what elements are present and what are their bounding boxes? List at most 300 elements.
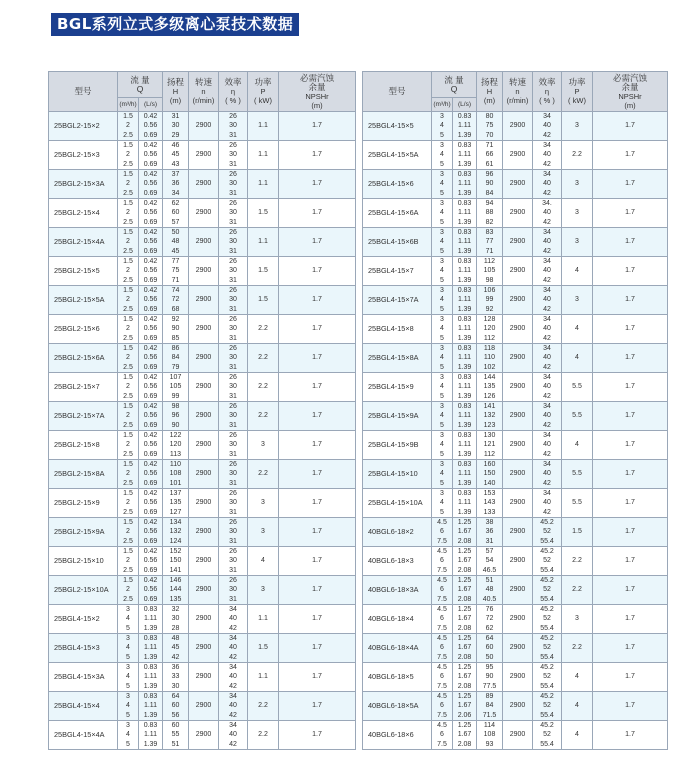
cell-q: 3 4 5 — [432, 460, 453, 489]
cell-h: 48 45 42 — [163, 634, 189, 663]
cell-q: 1.5 2 2.5 — [118, 199, 139, 228]
table-row — [363, 286, 668, 315]
cell-npsh: 1.7 — [279, 199, 356, 228]
cell-n: 2900 — [189, 228, 219, 257]
cell-n: 2900 — [503, 141, 533, 170]
cell-l: 0.83 1.11 1.39 — [453, 344, 477, 373]
cell-l: 0.83 1.11 1.39 — [453, 315, 477, 344]
cell-h: 36 33 30 — [163, 663, 189, 692]
page-title: BGL系列立式多级离心泵技术数据 — [51, 13, 299, 36]
table-row — [363, 605, 668, 634]
cell-h: 141 132 123 — [477, 402, 503, 431]
cell-l: 0.42 0.56 0.69 — [139, 199, 163, 228]
col-eff-header: 效率 η ( % ) — [533, 72, 562, 112]
cell-q: 1.5 2 2.5 — [118, 547, 139, 576]
cell-p: 1.5 — [248, 257, 279, 286]
cell-p: 3 — [562, 112, 593, 141]
cell-q: 3 4 5 — [432, 402, 453, 431]
table-row — [49, 431, 356, 460]
cell-model: 25BGL4-15×5 — [363, 112, 432, 141]
cell-q: 3 4 5 — [118, 605, 139, 634]
cell-l: 0.42 0.56 0.69 — [139, 257, 163, 286]
cell-h: 95 90 77.5 — [477, 663, 503, 692]
cell-npsh: 1.7 — [279, 721, 356, 750]
cell-model: 25BGL4-15×6 — [363, 170, 432, 199]
flow-unit-m3h: (m³/h) — [118, 98, 139, 112]
cell-h: 32 30 28 — [163, 605, 189, 634]
cell-h: 38 36 31 — [477, 518, 503, 547]
table-row — [49, 576, 356, 605]
cell-npsh: 1.7 — [279, 170, 356, 199]
cell-n: 2900 — [189, 344, 219, 373]
cell-p: 5.5 — [562, 460, 593, 489]
cell-npsh: 1.7 — [593, 634, 668, 663]
cell-q: 3 4 5 — [432, 199, 453, 228]
cell-model: 25BGL4-15×10 — [363, 460, 432, 489]
table-row — [363, 170, 668, 199]
cell-p: 2.2 — [562, 141, 593, 170]
cell-p: 2.2 — [248, 692, 279, 721]
table-row — [363, 228, 668, 257]
cell-model: 25BGL2-15×7 — [49, 373, 118, 402]
cell-eta: 34 40 42 — [533, 402, 562, 431]
cell-q: 4.5 6 7.5 — [432, 634, 453, 663]
cell-n: 2900 — [189, 576, 219, 605]
col-model-header: 型号 — [363, 72, 432, 112]
cell-eta: 45.2 52 55.4 — [533, 721, 562, 750]
cell-p: 4 — [562, 257, 593, 286]
cell-n: 2900 — [503, 576, 533, 605]
cell-h: 92 90 85 — [163, 315, 189, 344]
cell-l: 1.25 1.67 2.08 — [453, 663, 477, 692]
cell-npsh: 1.7 — [593, 663, 668, 692]
cell-h: 144 135 126 — [477, 373, 503, 402]
cell-h: 50 48 45 — [163, 228, 189, 257]
cell-l: 0.42 0.56 0.69 — [139, 489, 163, 518]
cell-p: 4 — [562, 431, 593, 460]
cell-p: 1.5 — [248, 634, 279, 663]
cell-npsh: 1.7 — [279, 605, 356, 634]
cell-h: 96 90 84 — [477, 170, 503, 199]
table-row — [49, 402, 356, 431]
cell-l: 0.83 1.11 1.39 — [453, 373, 477, 402]
cell-model: 25BGL2-15×10A — [49, 576, 118, 605]
cell-npsh: 1.7 — [593, 518, 668, 547]
cell-model: 25BGL4-15×5A — [363, 141, 432, 170]
cell-q: 3 4 5 — [432, 373, 453, 402]
cell-h: 80 75 70 — [477, 112, 503, 141]
cell-h: 77 75 71 — [163, 257, 189, 286]
cell-n: 2900 — [189, 112, 219, 141]
cell-npsh: 1.7 — [279, 141, 356, 170]
cell-npsh: 1.7 — [279, 634, 356, 663]
cell-l: 0.42 0.56 0.69 — [139, 518, 163, 547]
cell-q: 4.5 6 7.5 — [432, 721, 453, 750]
col-speed-header: 转速 n (r/min) — [189, 72, 219, 112]
cell-h: 137 135 127 — [163, 489, 189, 518]
cell-n: 2900 — [189, 199, 219, 228]
cell-eta: 34 40 42 — [219, 605, 248, 634]
cell-h: 107 105 99 — [163, 373, 189, 402]
cell-q: 3 4 5 — [432, 344, 453, 373]
cell-h: 146 144 135 — [163, 576, 189, 605]
cell-p: 4 — [562, 344, 593, 373]
cell-npsh: 1.7 — [279, 228, 356, 257]
table-row — [363, 460, 668, 489]
cell-n: 2900 — [503, 460, 533, 489]
cell-n: 2900 — [189, 721, 219, 750]
cell-npsh: 1.7 — [593, 373, 668, 402]
cell-h: 122 120 113 — [163, 431, 189, 460]
cell-eta: 26 30 31 — [219, 170, 248, 199]
cell-n: 2900 — [503, 634, 533, 663]
table-row — [49, 605, 356, 634]
cell-n: 2900 — [503, 605, 533, 634]
cell-model: 40BGL6-18×4 — [363, 605, 432, 634]
cell-n: 2900 — [503, 547, 533, 576]
cell-eta: 26 30 31 — [219, 489, 248, 518]
cell-l: 0.83 1.11 1.39 — [453, 170, 477, 199]
cell-model: 25BGL2-15×8 — [49, 431, 118, 460]
cell-eta: 34 40 42 — [219, 692, 248, 721]
cell-npsh: 1.7 — [279, 576, 356, 605]
cell-n: 2900 — [189, 141, 219, 170]
cell-h: 74 72 68 — [163, 286, 189, 315]
cell-h: 114 108 93 — [477, 721, 503, 750]
col-npsh-header: 必需汽蚀 余量 NPSHr (m) — [279, 72, 356, 112]
cell-l: 0.42 0.56 0.69 — [139, 431, 163, 460]
cell-model: 40BGL6-18×6 — [363, 721, 432, 750]
cell-l: 0.42 0.56 0.69 — [139, 112, 163, 141]
cell-l: 1.25 1.67 2.08 — [453, 547, 477, 576]
cell-npsh: 1.7 — [593, 170, 668, 199]
cell-eta: 45.2 52 55.4 — [533, 518, 562, 547]
cell-q: 4.5 6 7.5 — [432, 547, 453, 576]
cell-p: 2.2 — [248, 315, 279, 344]
table-row — [363, 373, 668, 402]
cell-q: 1.5 2 2.5 — [118, 460, 139, 489]
cell-l: 0.83 1.11 1.39 — [453, 460, 477, 489]
cell-q: 4.5 6 7.5 — [432, 663, 453, 692]
cell-eta: 26 30 31 — [219, 257, 248, 286]
cell-l: 0.42 0.56 0.69 — [139, 402, 163, 431]
cell-q: 3 4 5 — [432, 431, 453, 460]
cell-p: 3 — [562, 228, 593, 257]
cell-l: 0.42 0.56 0.69 — [139, 344, 163, 373]
cell-l: 0.83 1.11 1.39 — [453, 489, 477, 518]
table-row — [363, 518, 668, 547]
cell-npsh: 1.7 — [593, 141, 668, 170]
cell-eta: 34 40 42 — [219, 634, 248, 663]
table-row — [49, 692, 356, 721]
cell-n: 2900 — [503, 373, 533, 402]
cell-eta: 26 30 31 — [219, 547, 248, 576]
table-row — [363, 141, 668, 170]
cell-l: 1.25 1.67 2.08 — [453, 605, 477, 634]
cell-l: 0.83 1.11 1.39 — [453, 257, 477, 286]
cell-eta: 45.2 52 55.4 — [533, 634, 562, 663]
cell-p: 5.5 — [562, 373, 593, 402]
cell-h: 128 120 112 — [477, 315, 503, 344]
table-row — [363, 402, 668, 431]
cell-npsh: 1.7 — [593, 286, 668, 315]
cell-model: 25BGL4-15×3A — [49, 663, 118, 692]
cell-p: 2.2 — [562, 634, 593, 663]
cell-h: 98 96 90 — [163, 402, 189, 431]
cell-npsh: 1.7 — [279, 373, 356, 402]
cell-model: 25BGL4-15×6A — [363, 199, 432, 228]
cell-l: 1.25 1.67 2.08 — [453, 576, 477, 605]
cell-h: 64 60 56 — [163, 692, 189, 721]
cell-npsh: 1.7 — [279, 112, 356, 141]
cell-model: 25BGL4-15×8A — [363, 344, 432, 373]
cell-eta: 26 30 31 — [219, 431, 248, 460]
table-row — [363, 692, 668, 721]
cell-n: 2900 — [189, 170, 219, 199]
flow-unit-ls: (L/s) — [139, 98, 163, 112]
cell-l: 0.42 0.56 0.69 — [139, 228, 163, 257]
cell-npsh: 1.7 — [593, 547, 668, 576]
cell-l: 0.83 1.11 1.39 — [453, 112, 477, 141]
cell-h: 152 150 141 — [163, 547, 189, 576]
cell-q: 3 4 5 — [432, 315, 453, 344]
cell-p: 1.1 — [248, 228, 279, 257]
cell-model: 25BGL2-15×4 — [49, 199, 118, 228]
cell-h: 62 60 57 — [163, 199, 189, 228]
cell-p: 1.1 — [248, 663, 279, 692]
cell-model: 25BGL4-15×8 — [363, 315, 432, 344]
cell-model: 40BGL6-18×5 — [363, 663, 432, 692]
cell-q: 1.5 2 2.5 — [118, 257, 139, 286]
cell-npsh: 1.7 — [279, 257, 356, 286]
table-row — [363, 344, 668, 373]
cell-eta: 34 40 42 — [219, 721, 248, 750]
col-npsh-header: 必需汽蚀 余量 NPSHr (m) — [593, 72, 668, 112]
table-row — [363, 576, 668, 605]
cell-p: 3 — [248, 489, 279, 518]
cell-h: 153 143 133 — [477, 489, 503, 518]
cell-n: 2900 — [189, 489, 219, 518]
cell-h: 76 72 62 — [477, 605, 503, 634]
cell-q: 4.5 6 7.5 — [432, 576, 453, 605]
cell-n: 2900 — [503, 518, 533, 547]
cell-q: 3 4 5 — [118, 634, 139, 663]
cell-q: 4.5 6 7.5 — [432, 605, 453, 634]
cell-h: 83 77 71 — [477, 228, 503, 257]
cell-h: 51 48 40.5 — [477, 576, 503, 605]
cell-p: 4 — [562, 315, 593, 344]
cell-npsh: 1.7 — [593, 257, 668, 286]
table-row — [49, 286, 356, 315]
cell-p: 1.5 — [248, 199, 279, 228]
cell-model: 40BGL6-18×3 — [363, 547, 432, 576]
cell-l: 0.42 0.56 0.69 — [139, 141, 163, 170]
cell-eta: 34 40 42 — [533, 489, 562, 518]
cell-model: 25BGL4-15×7 — [363, 257, 432, 286]
cell-n: 2900 — [189, 663, 219, 692]
cell-p: 2.2 — [248, 721, 279, 750]
table-row — [49, 518, 356, 547]
table-row — [49, 663, 356, 692]
cell-eta: 34 40 42 — [533, 315, 562, 344]
cell-npsh: 1.7 — [593, 460, 668, 489]
cell-p: 5.5 — [562, 402, 593, 431]
cell-p: 2.2 — [248, 460, 279, 489]
cell-eta: 26 30 31 — [219, 286, 248, 315]
table-body — [363, 112, 668, 750]
cell-p: 3 — [562, 199, 593, 228]
cell-eta: 34 40 42 — [533, 344, 562, 373]
cell-p: 1.5 — [248, 286, 279, 315]
cell-npsh: 1.7 — [279, 518, 356, 547]
cell-h: 130 121 112 — [477, 431, 503, 460]
cell-eta: 34 40 42 — [533, 431, 562, 460]
cell-h: 46 45 43 — [163, 141, 189, 170]
cell-q: 1.5 2 2.5 — [118, 344, 139, 373]
cell-n: 2900 — [189, 315, 219, 344]
cell-npsh: 1.7 — [593, 112, 668, 141]
cell-l: 0.42 0.56 0.69 — [139, 286, 163, 315]
table-row — [49, 315, 356, 344]
cell-eta: 45.2 52 55.4 — [533, 692, 562, 721]
cell-p: 1.1 — [248, 605, 279, 634]
col-head-header: 扬程 H (m) — [163, 72, 189, 112]
cell-n: 2900 — [503, 199, 533, 228]
cell-p: 2.2 — [248, 402, 279, 431]
table-row — [49, 489, 356, 518]
cell-q: 3 4 5 — [118, 721, 139, 750]
table-row — [49, 141, 356, 170]
cell-q: 3 4 5 — [118, 663, 139, 692]
col-power-header: 功率 P ( kW) — [248, 72, 279, 112]
cell-model: 25BGL2-15×7A — [49, 402, 118, 431]
cell-eta: 34 40 42 — [533, 228, 562, 257]
table-row — [49, 344, 356, 373]
col-head-header: 扬程 H (m) — [477, 72, 503, 112]
cell-n: 2900 — [503, 257, 533, 286]
cell-eta: 34 40 42 — [219, 663, 248, 692]
table-row — [49, 547, 356, 576]
cell-eta: 34 40 42 — [533, 460, 562, 489]
cell-l: 0.42 0.56 0.69 — [139, 547, 163, 576]
cell-model: 25BGL2-15×3A — [49, 170, 118, 199]
cell-model: 25BGL4-15×4 — [49, 692, 118, 721]
cell-npsh: 1.7 — [593, 605, 668, 634]
cell-h: 37 36 34 — [163, 170, 189, 199]
cell-p: 1.5 — [562, 518, 593, 547]
cell-model: 25BGL4-15×9B — [363, 431, 432, 460]
table-row — [363, 634, 668, 663]
cell-p: 3 — [562, 286, 593, 315]
cell-l: 0.83 1.11 1.39 — [453, 402, 477, 431]
table-row — [49, 170, 356, 199]
cell-h: 160 150 140 — [477, 460, 503, 489]
cell-l: 0.83 1.11 1.39 — [139, 663, 163, 692]
cell-p: 1.1 — [248, 141, 279, 170]
table-row — [49, 112, 356, 141]
cell-n: 2900 — [189, 402, 219, 431]
cell-p: 4 — [562, 721, 593, 750]
cell-p: 2.2 — [248, 373, 279, 402]
cell-npsh: 1.7 — [593, 431, 668, 460]
cell-q: 1.5 2 2.5 — [118, 112, 139, 141]
cell-eta: 26 30 31 — [219, 373, 248, 402]
cell-model: 25BGL4-15×9A — [363, 402, 432, 431]
table-row — [363, 721, 668, 750]
cell-q: 3 4 5 — [432, 170, 453, 199]
cell-h: 134 132 124 — [163, 518, 189, 547]
cell-l: 0.42 0.56 0.69 — [139, 170, 163, 199]
table-row — [363, 489, 668, 518]
cell-p: 4 — [248, 547, 279, 576]
cell-l: 0.83 1.11 1.39 — [453, 141, 477, 170]
cell-n: 2900 — [189, 605, 219, 634]
cell-h: 71 66 61 — [477, 141, 503, 170]
cell-n: 2900 — [503, 344, 533, 373]
cell-eta: 34 40 42 — [533, 170, 562, 199]
cell-p: 3 — [562, 170, 593, 199]
cell-q: 1.5 2 2.5 — [118, 141, 139, 170]
table-body — [49, 112, 356, 750]
cell-npsh: 1.7 — [279, 286, 356, 315]
cell-h: 118 110 102 — [477, 344, 503, 373]
cell-eta: 34 40 42 — [533, 141, 562, 170]
cell-npsh: 1.7 — [593, 489, 668, 518]
cell-model: 25BGL4-15×3 — [49, 634, 118, 663]
cell-q: 4.5 6 7.5 — [432, 692, 453, 721]
cell-l: 0.83 1.11 1.39 — [139, 721, 163, 750]
cell-n: 2900 — [503, 489, 533, 518]
cell-h: 57 54 46.5 — [477, 547, 503, 576]
cell-q: 3 4 5 — [118, 692, 139, 721]
cell-n: 2900 — [503, 112, 533, 141]
cell-model: 25BGL2-15×10 — [49, 547, 118, 576]
col-eff-header: 效率 η ( % ) — [219, 72, 248, 112]
cell-model: 40BGL6-18×3A — [363, 576, 432, 605]
cell-model: 25BGL2-15×4A — [49, 228, 118, 257]
flow-unit-ls: (L/s) — [453, 98, 477, 112]
cell-npsh: 1.7 — [593, 199, 668, 228]
cell-n: 2900 — [189, 257, 219, 286]
cell-n: 2900 — [189, 518, 219, 547]
cell-model: 40BGL6-18×2 — [363, 518, 432, 547]
cell-n: 2900 — [189, 547, 219, 576]
cell-l: 1.25 1.67 2.06 — [453, 692, 477, 721]
cell-eta: 45.2 52 55.4 — [533, 576, 562, 605]
cell-npsh: 1.7 — [593, 721, 668, 750]
cell-q: 1.5 2 2.5 — [118, 228, 139, 257]
table-row — [363, 431, 668, 460]
cell-l: 0.83 1.11 1.39 — [453, 228, 477, 257]
cell-n: 2900 — [503, 692, 533, 721]
cell-h: 106 99 92 — [477, 286, 503, 315]
cell-h: 94 88 82 — [477, 199, 503, 228]
cell-eta: 26 30 31 — [219, 576, 248, 605]
cell-q: 3 4 5 — [432, 141, 453, 170]
cell-npsh: 1.7 — [593, 402, 668, 431]
cell-n: 2900 — [189, 460, 219, 489]
cell-p: 1.1 — [248, 112, 279, 141]
table-row — [363, 315, 668, 344]
cell-model: 25BGL2-15×9 — [49, 489, 118, 518]
cell-npsh: 1.7 — [593, 315, 668, 344]
cell-l: 1.25 1.67 2.08 — [453, 721, 477, 750]
cell-npsh: 1.7 — [279, 402, 356, 431]
col-flow-header: 流 量 Q — [118, 72, 163, 98]
table-row — [363, 257, 668, 286]
cell-eta: 45.2 52 55.4 — [533, 547, 562, 576]
cell-q: 1.5 2 2.5 — [118, 286, 139, 315]
